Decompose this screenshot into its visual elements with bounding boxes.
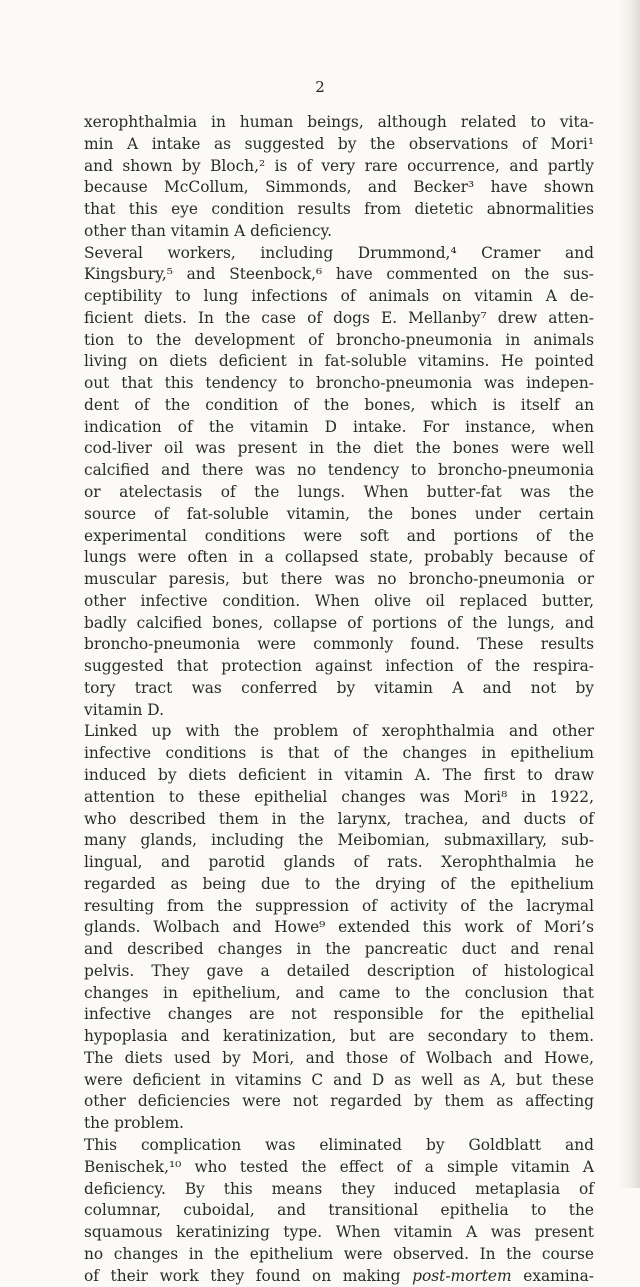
text-line: Several workers, including Drummond,⁴ Cramer and <box>84 243 594 262</box>
text-line: calcified and there was no tendency to broncho-pneumonia <box>84 461 594 480</box>
text-line: Kingsbury,⁵ and Steenbock,⁶ have commented on the sus- <box>84 265 594 284</box>
italic-term: post-mortem <box>412 1266 512 1285</box>
text-line: other than vitamin A deficiency. <box>84 221 333 240</box>
text-line: attention to these epithelial changes was Mori⁸ in 1922, <box>84 787 594 806</box>
text-line: experimental conditions were soft and portions of the <box>84 526 594 545</box>
text-line: living on diets deficient in fat-soluble vitamins. He pointed <box>84 352 594 371</box>
text-line: indication of the vitamin D intake. For instance, when <box>84 417 594 436</box>
text-line: because McCollum, Simmonds, and Becker³ have shown <box>84 178 594 197</box>
text-line: or atelectasis of the lungs. When butter-fat was the <box>84 483 594 502</box>
text-line: tory tract was conferred by vitamin A and not by <box>84 678 594 697</box>
text-line: pelvis. They gave a detailed description of histological <box>84 961 594 980</box>
text-line: Benischek,¹⁰ who tested the effect of a simple vitamin A <box>84 1157 594 1176</box>
text-line: min A intake as suggested by the observations of Mori¹ <box>84 134 594 153</box>
text-line: other infective condition. When olive oil replaced butter, <box>84 591 594 610</box>
text-line: deficiency. By this means they induced metaplasia of <box>84 1179 594 1198</box>
text-line: and described changes in the pancreatic duct and renal <box>84 940 594 959</box>
text-line: out that this tendency to broncho-pneumonia was indepen- <box>84 374 594 393</box>
page-edge-shadow <box>618 0 640 1188</box>
text-line: vitamin D. <box>84 700 164 719</box>
text-line: changes in epithelium, and came to the conclusion that <box>84 983 594 1002</box>
text-line: that this eye condition results from dietetic abnormalities <box>84 200 594 219</box>
text-line: glands. Wolbach and Howe⁹ extended this work of Mori’s <box>84 918 594 937</box>
text-line: squamous keratinizing type. When vitamin A was present <box>84 1223 594 1242</box>
text-line: columnar, cuboidal, and transitional epithelia to the <box>84 1201 594 1220</box>
text-line: ficient diets. In the case of dogs E. Mellanby⁷ drew atten- <box>84 308 594 327</box>
text-line: tion to the development of broncho-pneumonia in animals <box>84 330 594 349</box>
text-line: the problem. <box>84 1114 184 1133</box>
text-line: resulting from the suppression of activity of the lacrymal <box>84 896 594 915</box>
text-line: many glands, including the Meibomian, submaxillary, sub- <box>84 831 594 850</box>
text-line: and shown by Bloch,² is of very rare occurrence, and partly <box>84 156 594 175</box>
text-fragment: examina- <box>511 1266 594 1285</box>
page-number: 2 <box>315 78 325 96</box>
text-line: cod-liver oil was present in the diet the bones were well <box>84 439 594 458</box>
text-line: who described them in the larynx, trachea, and ducts of <box>84 809 594 828</box>
text-line: broncho-pneumonia were commonly found. These results <box>84 635 594 654</box>
text-line: no changes in the epithelium were observed. In the course <box>84 1244 594 1263</box>
text-line: lingual, and parotid glands of rats. Xerophthalmia he <box>84 853 594 872</box>
text-line: other deficiencies were not regarded by them as affecting <box>84 1092 594 1111</box>
text-line: infective conditions is that of the changes in epithelium <box>84 744 594 763</box>
text-line: induced by diets deficient in vitamin A. The first to draw <box>84 765 594 784</box>
text-line: xerophthalmia in human beings, although related to vita- <box>84 113 594 131</box>
text-line: ceptibility to lung infections of animals on vitamin A de- <box>84 287 594 306</box>
text-line: Linked up with the problem of xerophthalmia and other <box>84 722 594 741</box>
text-line: dent of the condition of the bones, which is itself an <box>84 395 594 414</box>
text-line: suggested that protection against infection of the respira- <box>84 657 594 676</box>
text-fragment: of their work they found on making <box>84 1266 413 1285</box>
text-line: This complication was eliminated by Goldblatt and <box>84 1135 594 1154</box>
text-line: regarded as being due to the drying of the epithelium <box>84 874 594 893</box>
text-line: muscular paresis, but there was no broncho-pneumonia or <box>84 570 594 589</box>
text-line: were deficient in vitamins C and D as well as A, but these <box>84 1070 594 1089</box>
text-line: lungs were often in a collapsed state, probably because of <box>84 548 594 567</box>
text-line: hypoplasia and keratinization, but are secondary to them. <box>84 1027 594 1046</box>
body-text <box>84 112 594 1287</box>
text-line: badly calcified bones, collapse of portions of the lungs, and <box>84 613 594 632</box>
text-line: The diets used by Mori, and those of Wolbach and Howe, <box>84 1048 594 1067</box>
text-line: source of fat-soluble vitamin, the bones under certain <box>84 504 594 523</box>
text-line: infective changes are not responsible for the epithelial <box>84 1005 594 1024</box>
text-line <box>84 1266 594 1287</box>
